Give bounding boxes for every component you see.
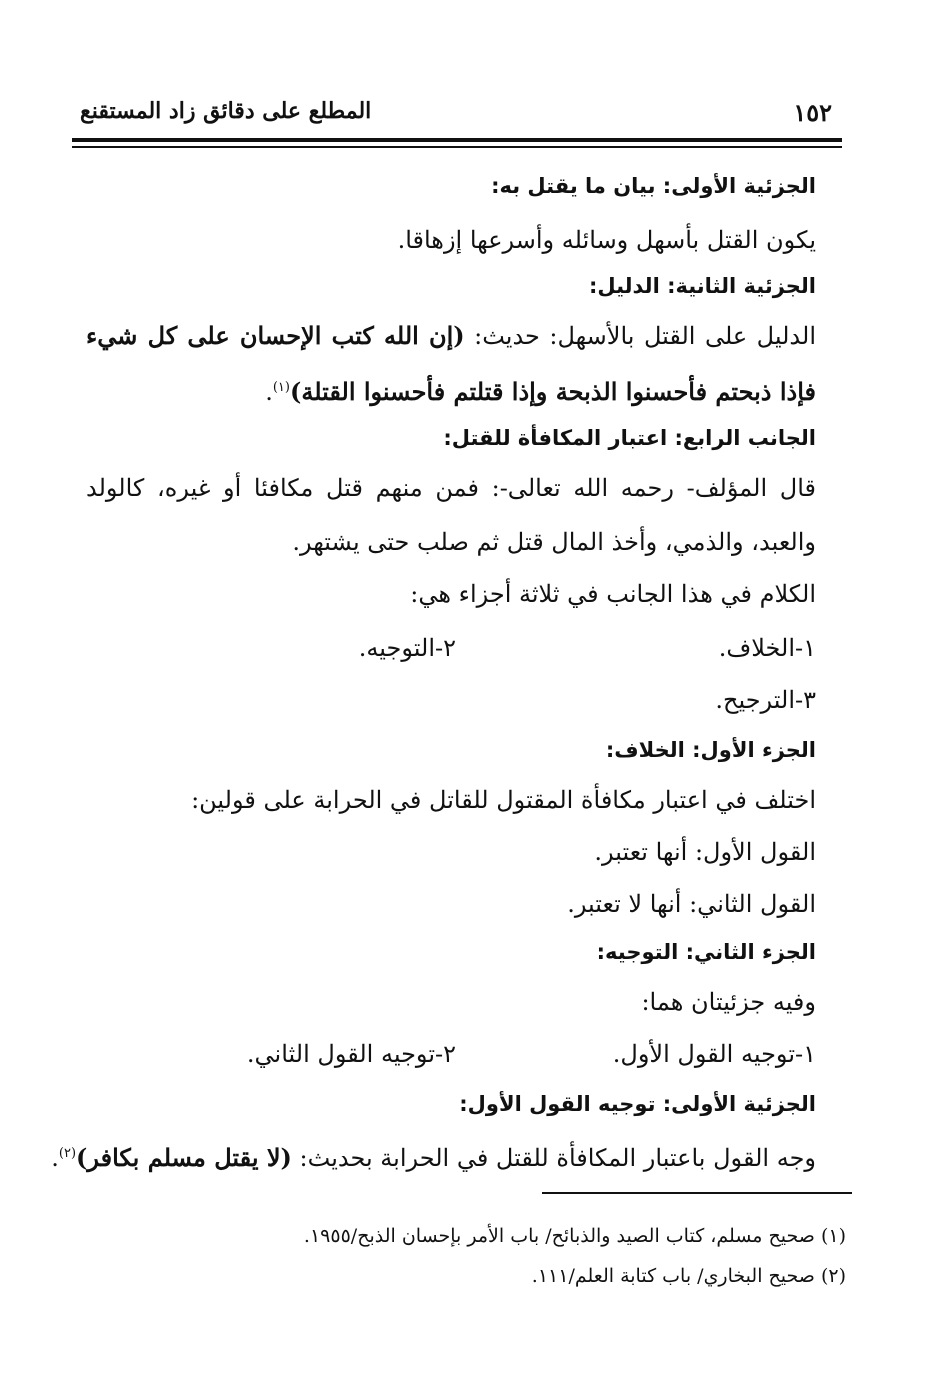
paragraph-evidence-line2 — [265, 372, 816, 408]
subheading-what-kills: الجزئية الأولى: بيان ما يقتل به: — [491, 174, 816, 198]
hadith-ihsan-part1: (إن الله كتب الإحسان على كل شيء — [86, 321, 465, 350]
page-header — [72, 98, 840, 130]
subheading-first-justification: الجزئية الأولى: توجيه القول الأول: — [459, 1092, 816, 1116]
author-quote-line1: قال المؤلف- رحمه الله تعالى-: فمن منهم قتل مكافئا أو غيره، كالولد — [86, 474, 816, 502]
sentence-end: . — [265, 378, 273, 406]
part-heading-disagreement: الجزء الأول: الخلاف: — [605, 738, 816, 762]
first-opinion: القول الأول: أنها تعتبر. — [594, 838, 816, 866]
list-item-second-justification: ٢-توجيه القول الثاني. — [246, 1040, 456, 1068]
paragraph-two-subparts: وفيه جزئيتان هما: — [641, 988, 816, 1016]
section-heading-equivalence: الجانب الرابع: اعتبار المكافأة للقتل: — [443, 426, 816, 450]
paragraph-killing-method: يكون القتل بأسهل وسائله وأسرعها إزهاقا. — [397, 226, 816, 254]
paragraph-two-opinions: اختلف في اعتبار مكافأة المقتول للقاتل في الحرابة على قولين: — [191, 786, 816, 814]
footnote-1: (١) صحيح مسلم، كتاب الصيد والذبائح/ باب الأمر بإحسان الذبح/١٩٥٥. — [303, 1225, 846, 1247]
footnote-ref-2: (٢) — [58, 1146, 77, 1161]
footnote-separator — [542, 1192, 852, 1194]
part-heading-justification: الجزء الثاني: التوجيه: — [596, 940, 816, 964]
running-title: المطلع على دقائق زاد المستقنع — [80, 98, 372, 124]
hadith-ihsan-part2: فإذا ذبحتم فأحسنوا الذبحة وإذا قتلتم فأحسنوا القتلة) — [289, 377, 816, 406]
hadith-kafir: (لا يقتل مسلم بكافر) — [76, 1143, 292, 1172]
paragraph-three-parts: الكلام في هذا الجانب في ثلاثة أجزاء هي: — [410, 580, 816, 608]
justification-intro: وجه القول باعتبار المكافأة للقتل في الحرابة بحديث: — [291, 1144, 816, 1172]
header-rule-thin — [72, 146, 842, 148]
footnote-ref-1: (١) — [272, 380, 290, 395]
subheading-evidence: الجزئية الثانية: الدليل: — [588, 274, 816, 298]
paragraph-hadith-kafir — [51, 1138, 816, 1174]
list-item-disagreement: ١-الخلاف. — [718, 634, 816, 662]
evidence-intro: الدليل على القتل بالأسهل: حديث: — [464, 322, 816, 350]
footnote-2: (٢) صحيح البخاري/ باب كتابة العلم/١١١. — [531, 1265, 846, 1287]
sentence-end-2: . — [51, 1144, 59, 1172]
second-opinion: القول الثاني: أنها لا تعتبر. — [567, 890, 816, 918]
list-item-first-justification: ١-توجيه القول الأول. — [612, 1040, 816, 1068]
page-number: ١٥٢ — [793, 98, 832, 127]
list-item-preference: ٣-الترجيح. — [715, 686, 816, 714]
author-quote-line2: والعبد، والذمي، وأخذ المال قتل ثم صلب حتى يشتهر. — [292, 528, 816, 556]
list-item-justification: ٢-التوجيه. — [358, 634, 456, 662]
header-rule-thick — [72, 138, 842, 142]
paragraph-evidence-line1 — [86, 320, 816, 352]
